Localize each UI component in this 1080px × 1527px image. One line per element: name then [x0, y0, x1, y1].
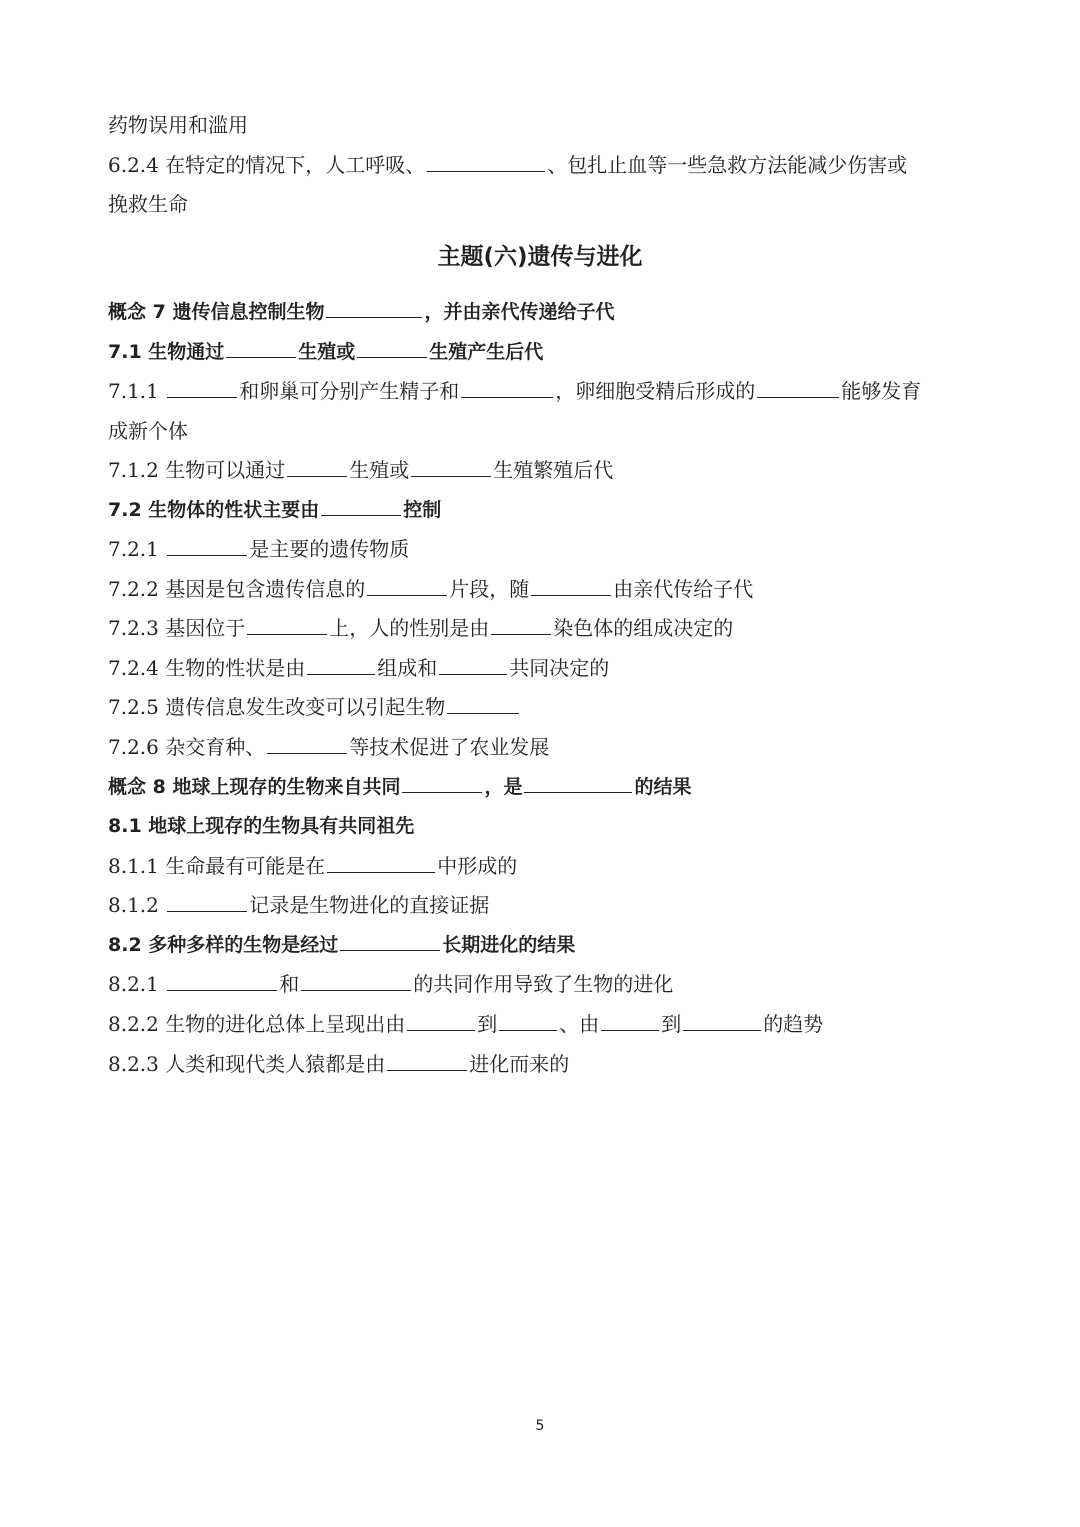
fill-blank[interactable]: [491, 616, 551, 635]
line-text: 挽救生命: [108, 192, 188, 216]
item-8-1-2: [108, 892, 980, 918]
fill-blank[interactable]: [301, 972, 411, 991]
fill-blank[interactable]: [307, 656, 375, 675]
line-text: 8.2.2 生物的进化总体上呈现出由: [108, 1012, 406, 1036]
line-text: 、由: [559, 1012, 600, 1036]
line-text: 控制: [403, 499, 442, 521]
fill-blank[interactable]: [439, 656, 507, 675]
line-text: 的趋势: [763, 1012, 824, 1036]
line-text: 染色体的组成决定的: [553, 616, 734, 640]
fill-blank[interactable]: [499, 1012, 557, 1031]
line-text: 生殖或: [298, 341, 356, 363]
fill-blank[interactable]: [601, 1012, 659, 1031]
concept-7: [108, 299, 980, 325]
line-text: 8.2 多种多样的生物是经过: [108, 934, 339, 956]
fill-blank[interactable]: [167, 972, 277, 991]
line-text: 生殖繁殖后代: [493, 458, 614, 482]
line-text: 是主要的遗传物质: [249, 537, 410, 561]
line-text: 和卵巢可分别产生精子和: [239, 379, 460, 403]
line-text: 7.2.4 生物的性状是由: [108, 656, 306, 680]
fill-blank[interactable]: [407, 1012, 475, 1031]
line-text: 7.2.2 基因是包含遗传信息的: [108, 577, 366, 601]
fill-blank[interactable]: [167, 379, 237, 398]
line-text: 7.1 生物通过: [108, 341, 225, 363]
fill-blank[interactable]: [357, 339, 427, 358]
fill-blank[interactable]: [683, 1012, 761, 1031]
line-text: 8.1.2: [108, 893, 159, 917]
subsection-7-1: [108, 339, 980, 365]
text-line: [108, 191, 980, 217]
fill-blank[interactable]: [367, 577, 447, 596]
fill-blank[interactable]: [267, 735, 347, 754]
line-text: 生殖或: [349, 458, 410, 482]
subsection-8-1: [108, 813, 980, 839]
fill-blank[interactable]: [524, 774, 632, 793]
line-text: 到: [661, 1012, 682, 1036]
line-text: 7.2.6 杂交育种、: [108, 735, 266, 759]
line-text: 的结果: [634, 776, 692, 798]
item-7-2-6: [108, 734, 980, 760]
item-7-2-5: [108, 694, 980, 720]
fill-blank[interactable]: [327, 854, 435, 873]
item-7-1-2: [108, 457, 980, 483]
line-text: 由亲代传给子代: [613, 577, 754, 601]
line-text: ，是: [484, 776, 523, 798]
line-text: 、包扎止血等一些急救方法能减少伤害或: [547, 153, 908, 177]
item-7-2-4: [108, 655, 980, 681]
fill-blank[interactable]: [321, 497, 401, 516]
text-line: [108, 418, 980, 444]
line-text: 7.2.1: [108, 537, 159, 561]
line-text: 8.1.1 生命最有可能是在: [108, 854, 326, 878]
fill-blank[interactable]: [247, 616, 327, 635]
line-text: 8.2.3 人类和现代类人猿都是由: [108, 1052, 386, 1076]
fill-blank[interactable]: [287, 458, 347, 477]
line-text: 8.2.1: [108, 972, 159, 996]
subsection-8-2: [108, 932, 980, 958]
line-text: 6.2.4 在特定的情况下，人工呼吸、: [108, 153, 426, 177]
fill-blank[interactable]: [167, 893, 247, 912]
concept-8: [108, 774, 980, 800]
fill-blank[interactable]: [411, 458, 491, 477]
line-text: 进化而来的: [469, 1052, 570, 1076]
line-text: 和: [279, 972, 300, 996]
item-7-1-1: [108, 378, 980, 404]
line-text: ，卵细胞受精后形成的: [555, 379, 756, 403]
text-line: [108, 112, 980, 138]
line-text: 中形成的: [437, 854, 518, 878]
fill-blank[interactable]: [326, 299, 422, 318]
line-text: ，并由亲代传递给子代: [424, 301, 615, 323]
line-text: 长期进化的结果: [442, 934, 576, 956]
line-text: 概念 7 遗传信息控制生物: [108, 301, 325, 323]
item-7-2-3: [108, 615, 980, 641]
subsection-7-2: [108, 497, 980, 523]
line-text: 组成和: [377, 656, 438, 680]
line-text: 7.2.3 基因位于: [108, 616, 246, 640]
fill-blank[interactable]: [461, 379, 553, 398]
fill-blank[interactable]: [402, 774, 482, 793]
line-text: 7.1.1: [108, 379, 159, 403]
line-text: 成新个体: [108, 419, 188, 443]
fill-blank[interactable]: [340, 932, 440, 951]
line-text: 概念 8 地球上现存的生物来自共同: [108, 776, 401, 798]
item-8-2-3: [108, 1051, 980, 1077]
item-6-2-4: [108, 152, 980, 178]
fill-blank[interactable]: [447, 695, 519, 714]
line-text: 药物误用和滥用: [108, 113, 248, 137]
page-number: 5: [535, 1418, 545, 1434]
line-text: 7.2.5 遗传信息发生改变可以引起生物: [108, 695, 446, 719]
line-text: 能够发育: [841, 379, 922, 403]
line-text: 到: [477, 1012, 498, 1036]
line-text: 共同决定的: [509, 656, 610, 680]
line-text: 7.1.2 生物可以通过: [108, 458, 286, 482]
item-8-2-1: [108, 971, 980, 997]
fill-blank[interactable]: [387, 1052, 467, 1071]
fill-blank[interactable]: [167, 537, 247, 556]
item-8-2-2: [108, 1011, 980, 1037]
fill-blank[interactable]: [427, 153, 545, 172]
item-7-2-2: [108, 576, 980, 602]
fill-blank[interactable]: [757, 379, 839, 398]
fill-blank[interactable]: [531, 577, 611, 596]
line-text: 等技术促进了农业发展: [349, 735, 550, 759]
line-text: 生殖产生后代: [429, 341, 544, 363]
item-7-2-1: [108, 536, 980, 562]
line-text: 记录是生物进化的直接证据: [249, 893, 490, 917]
item-8-1-1: [108, 853, 980, 879]
line-text: 7.2 生物体的性状主要由: [108, 499, 320, 521]
line-text: 上，人的性别是由: [329, 616, 490, 640]
line-text: 的共同作用导致了生物的进化: [413, 972, 674, 996]
line-text: 8.1 地球上现存的生物具有共同祖先: [108, 815, 415, 837]
section-heading: 主题(六)遗传与进化: [437, 244, 643, 270]
line-text: 片段，随: [449, 577, 530, 601]
fill-blank[interactable]: [226, 339, 296, 358]
